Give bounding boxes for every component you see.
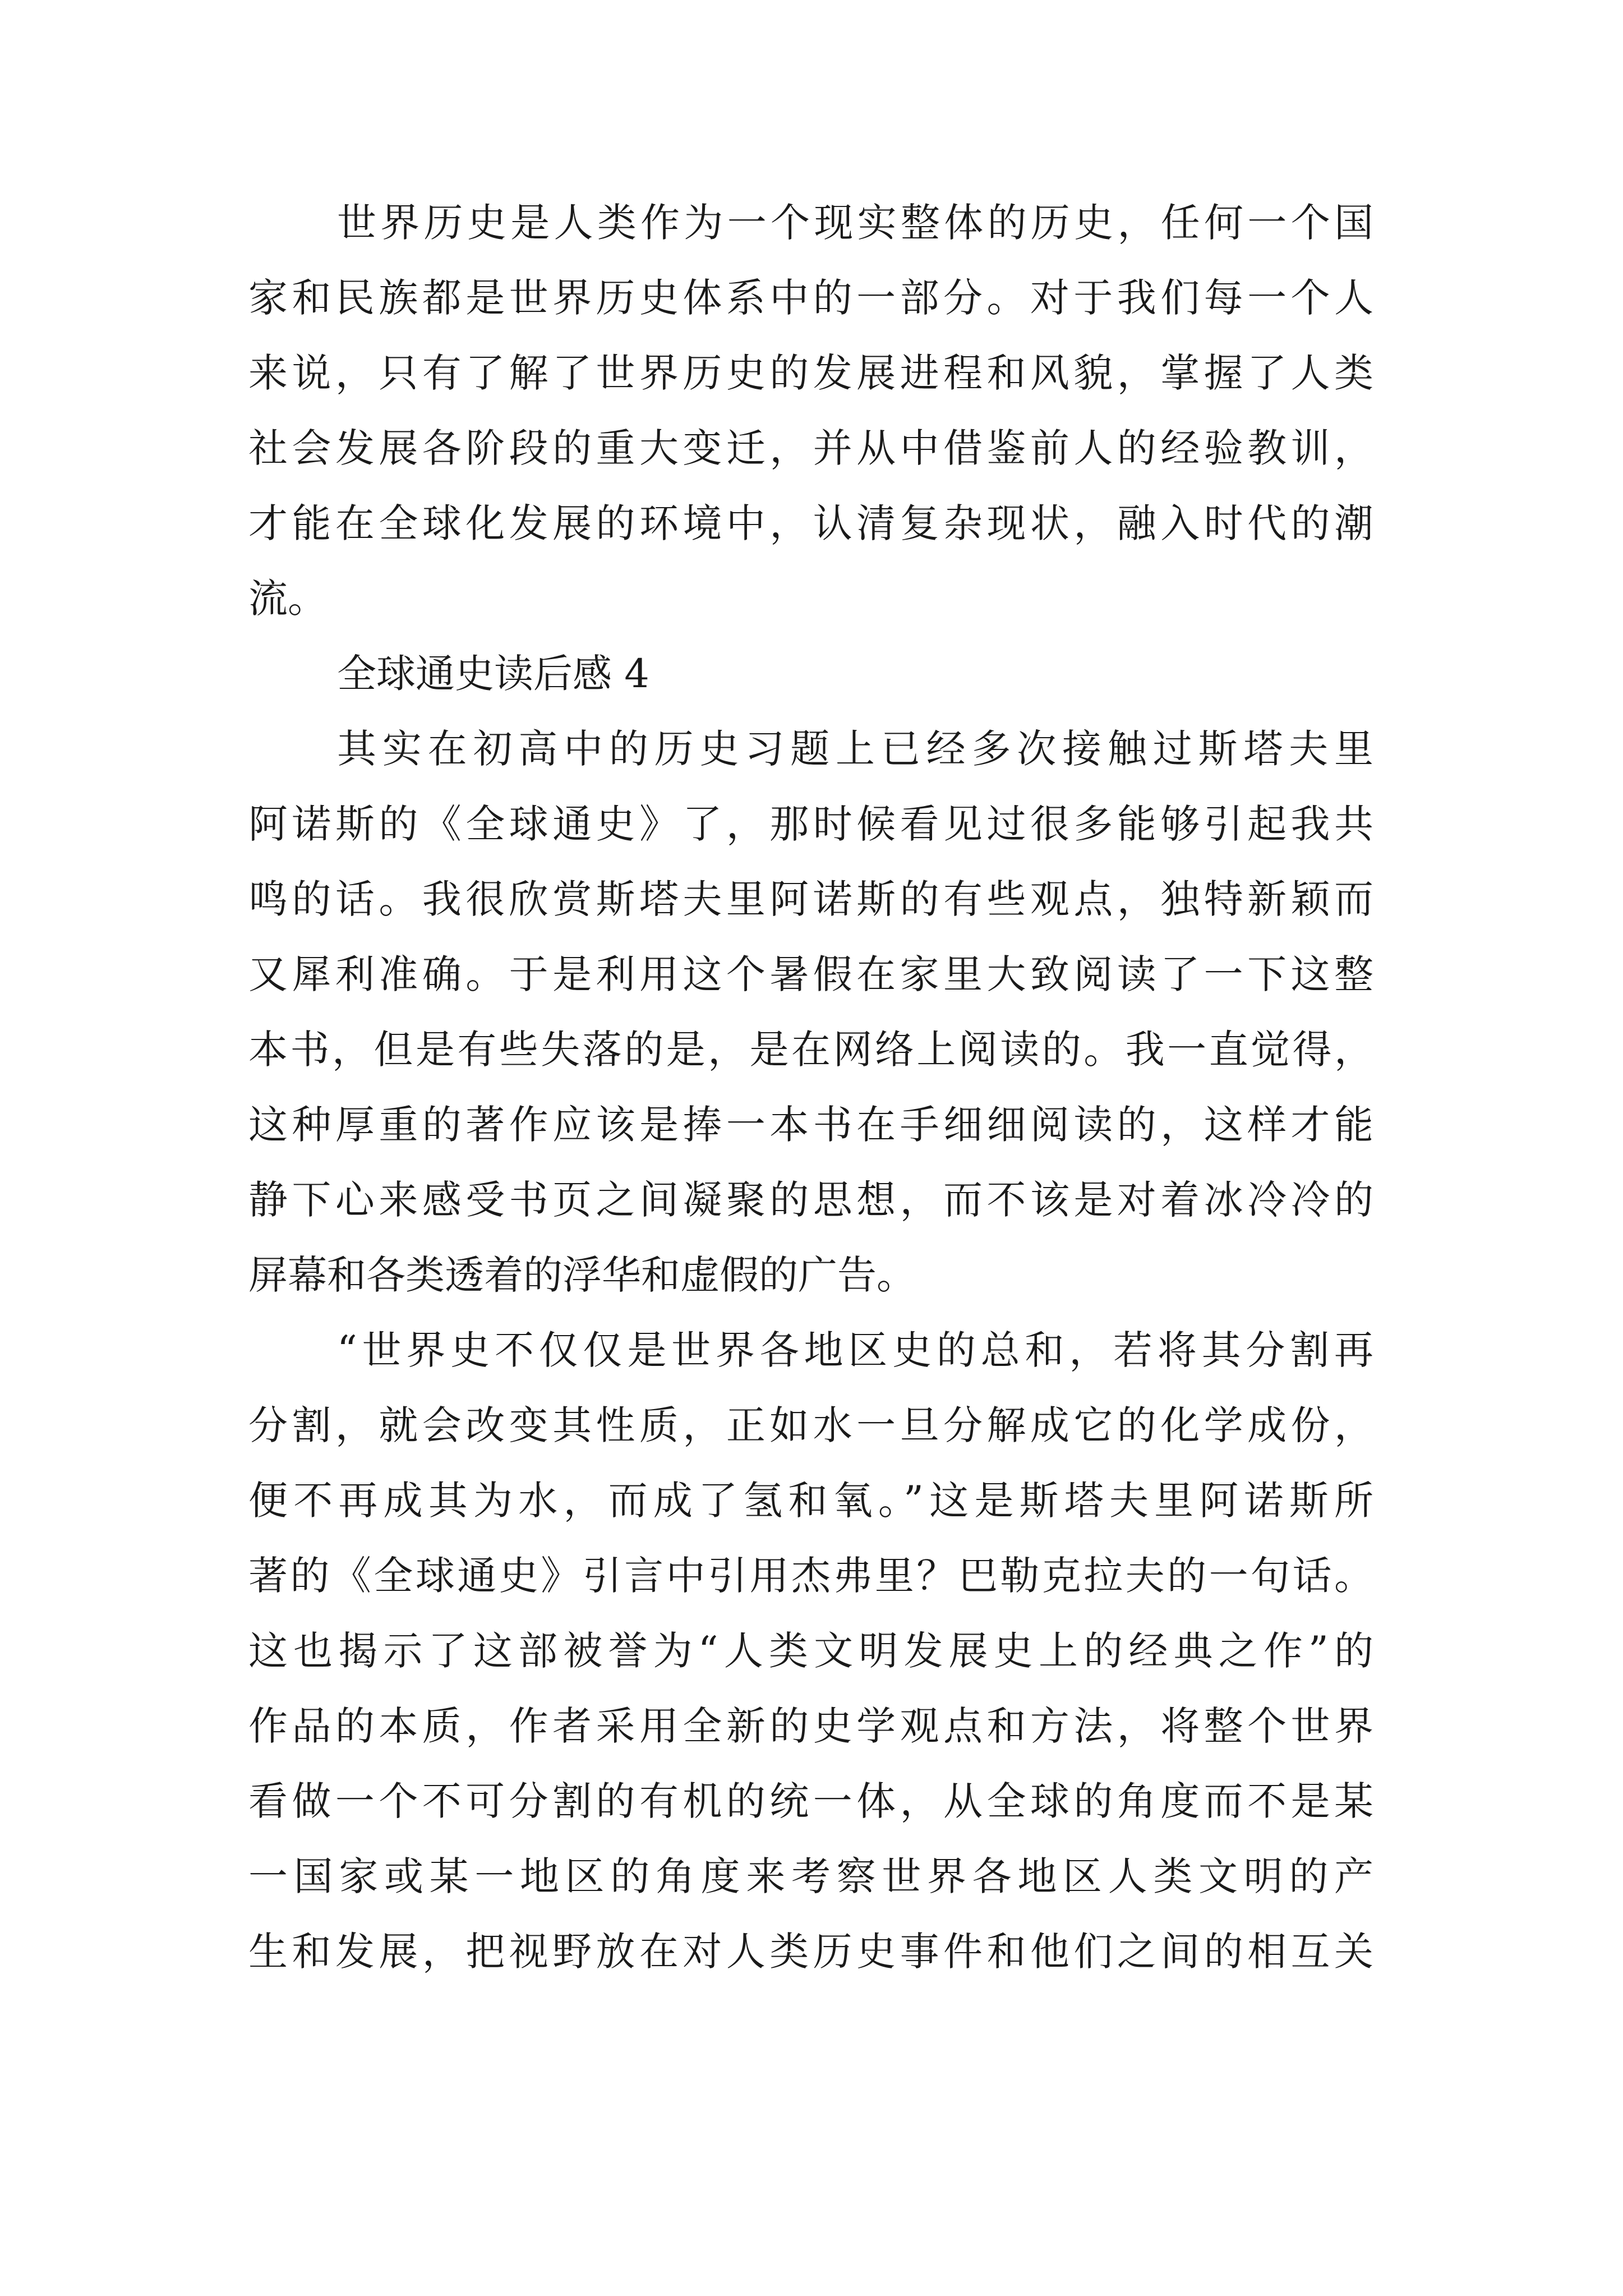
text-line: 屏幕和各类透着的浮华和虚假的广告。 [248,1252,916,1298]
body-text [248,185,1373,1989]
paragraph [248,711,1373,1313]
text-line: “世界史不仅仅是世界各地区史的总和，若将其分割再 [337,1327,1373,1373]
text-line: 社会发展各阶段的重大变迁，并从中借鉴前人的经验教训， [248,425,1373,471]
text-line: 作品的本质，作者采用全新的史学观点和方法，将整个世界 [248,1703,1373,1749]
text-line: 静下心来感受书页之间凝聚的思想，而不该是对着冰冷冷的 [248,1177,1373,1223]
text-line: 著的《全球通史》引言中引用杰弗里？巴勒克拉夫的一句话。 [248,1553,1373,1599]
text-line: 鸣的话。我很欣赏斯塔夫里阿诺斯的有些观点，独特新颖而 [248,876,1373,922]
text-line: 这种厚重的著作应该是捧一本书在手细细阅读的，这样才能 [248,1102,1373,1148]
section-heading [248,636,1373,711]
text-line: 阿诺斯的《全球通史》了，那时候看见过很多能够引起我共 [248,801,1373,847]
text-line: 便不再成其为水，而成了氢和氧。”这是斯塔夫里阿诺斯所 [248,1478,1373,1524]
text-line: 流。 [248,576,327,622]
text-line: 来说，只有了解了世界历史的发展进程和风貌，掌握了人类 [248,350,1373,396]
text-line: 一国家或某一地区的角度来考察世界各地区人类文明的产 [248,1853,1373,1899]
text-line: 分割，就会改变其性质，正如水一旦分解成它的化学成份， [248,1402,1373,1448]
text-line: 看做一个不可分割的有机的统一体，从全球的角度而不是某 [248,1778,1373,1824]
text-line: 才能在全球化发展的环境中，认清复杂现状，融入时代的潮 [248,500,1373,546]
paragraph [248,1313,1373,1989]
text-line: 其实在初高中的历史习题上已经多次接触过斯塔夫里 [337,726,1373,772]
text-line: 这也揭示了这部被誉为“人类文明发展史上的经典之作”的 [248,1628,1373,1674]
text-line: 生和发展，把视野放在对人类历史事件和他们之间的相互关 [248,1929,1373,1975]
text-line: 又犀利准确。于是利用这个暑假在家里大致阅读了一下这整 [248,951,1373,997]
text-line: 世界历史是人类作为一个现实整体的历史，任何一个国 [337,200,1373,246]
text-line: 家和民族都是世界历史体系中的一部分。对于我们每一个人 [248,275,1373,321]
text-line: 本书，但是有些失落的是，是在网络上阅读的。我一直觉得， [248,1027,1373,1073]
heading-text: 全球通史读后感 4 [337,651,649,697]
paragraph [248,185,1373,636]
